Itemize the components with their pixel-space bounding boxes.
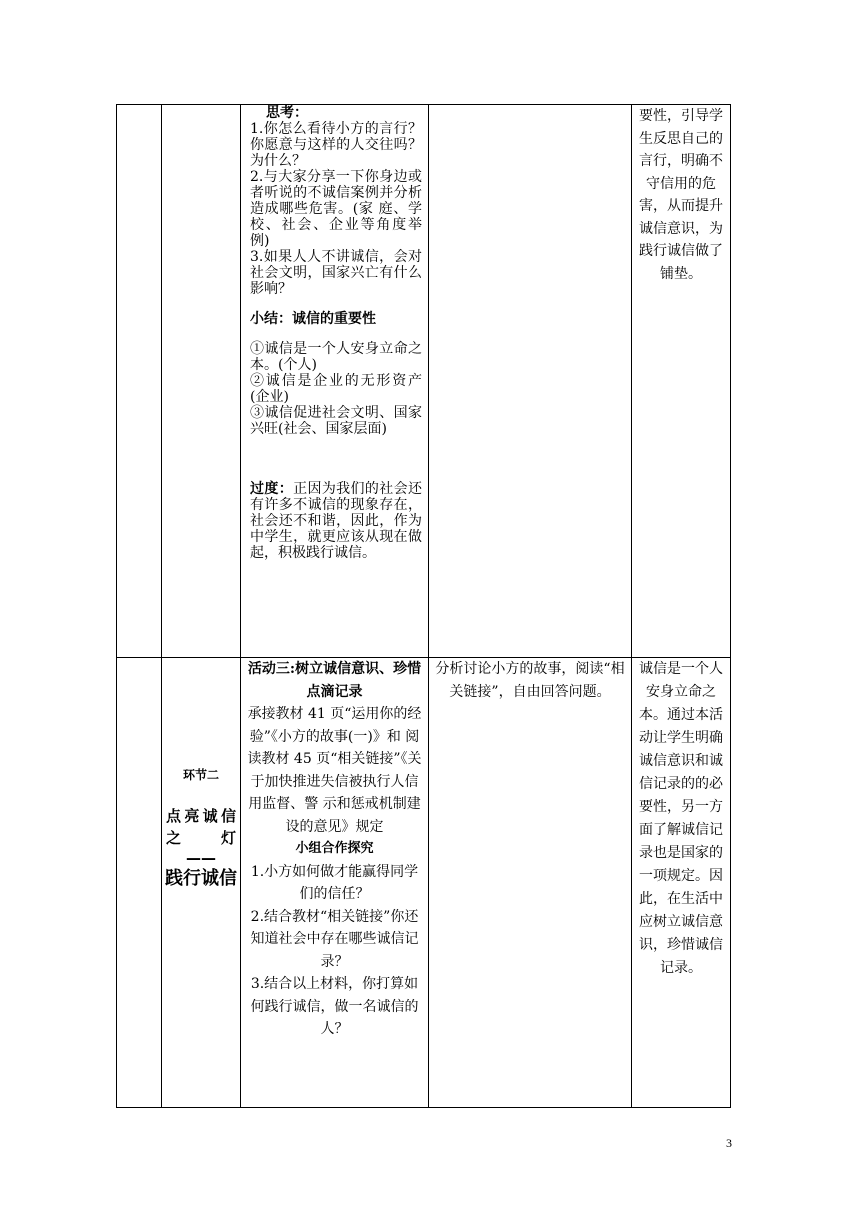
summary-title: 小结：诚信的重要性 (250, 311, 376, 327)
stage-cell (162, 658, 241, 1108)
blank-cell (117, 105, 162, 658)
group-title: 小组合作探究 (295, 841, 374, 856)
summary-point-1: ①诚信是一个人安身立命之本。(个人) (250, 341, 422, 373)
teacher-activity-cell (241, 658, 429, 1108)
summary-point-3: ③诚信促进社会文明、国家兴旺(社会、国家层面) (250, 405, 422, 437)
stage-name: 点亮诚信之灯 (166, 807, 236, 847)
thinking-heading: 思考： (266, 105, 308, 121)
question-3: 3.如果人人不讲诚信，会对社会文明，国家兴亡有什么影响？ (250, 249, 422, 297)
design-intent-cell (632, 105, 731, 658)
teacher-activity-cell (241, 105, 429, 658)
table-row (117, 105, 731, 658)
blank-cell (117, 658, 162, 1108)
design-intent-text: 诚信是一个人安身立命之本。通过本活动让学生明确诚信意识和诚信记录的的必要性，另一方面了解诚信记录也是国家的一项规定。因此，在生活中应树立诚信意识，珍惜诚信记录。 (639, 661, 723, 976)
activity-title: 活动三:树立诚信意识、珍惜点滴记录 (247, 661, 422, 700)
stage-cell-empty (162, 105, 241, 658)
transition-label: 过度： (250, 481, 294, 497)
design-intent-text: 要性，引导学生反思自己的言行，明确不守信用的危害，从而提升诚信意识，为践行诚信做了铺垫。 (639, 108, 723, 282)
page-number: 3 (726, 1136, 732, 1150)
activity-question-3: 3.结合以上材料，你打算如何践行诚信，做一名诚信的人？ (250, 976, 419, 1037)
question-2: 2.与大家分享一下你身边或者听说的不诚信案例并分析造成哪些危害。(家 庭、学校、社会、企业等角度举例) (250, 169, 422, 249)
activity-question-1: 1.小方如何做才能赢得同学们的信任？ (250, 863, 419, 902)
stage-subtitle: 践行诚信 (165, 868, 237, 889)
activity-intro: 承接教材 41 页“运用你的经验”《小方的故事(一)》和 阅读教材 45 页“相关链接”《关于加快推进失信被执行人信用监督、警 示和惩戒机制建设的意见》规定 (247, 706, 422, 835)
table-row (117, 658, 731, 1108)
stage-label: 环节二 (182, 768, 219, 782)
student-activity-cell-empty (429, 105, 632, 658)
student-activity-text: 分析讨论小方的故事，阅读“相关链接”，自由回答问题。 (435, 661, 625, 700)
lesson-plan-table (116, 104, 731, 1108)
transition-text: 正因为我们的社会还有许多不诚信的现象存在，社会还不和谐，因此，作为中学生，就更应该从现在做起，积极践行诚信。 (250, 481, 423, 561)
student-activity-cell (429, 658, 632, 1108)
summary-point-2: ②诚信是企业的无形资产(企业) (250, 373, 422, 405)
design-intent-cell (632, 658, 731, 1108)
stage-dash: —— (186, 849, 216, 867)
activity-question-2: 2.结合教材“相关链接”你还知道社会中存在哪些诚信记录？ (250, 908, 419, 970)
question-1: 1.你怎么看待小方的言行？你愿意与这样的人交往吗？为什么？ (250, 121, 422, 169)
